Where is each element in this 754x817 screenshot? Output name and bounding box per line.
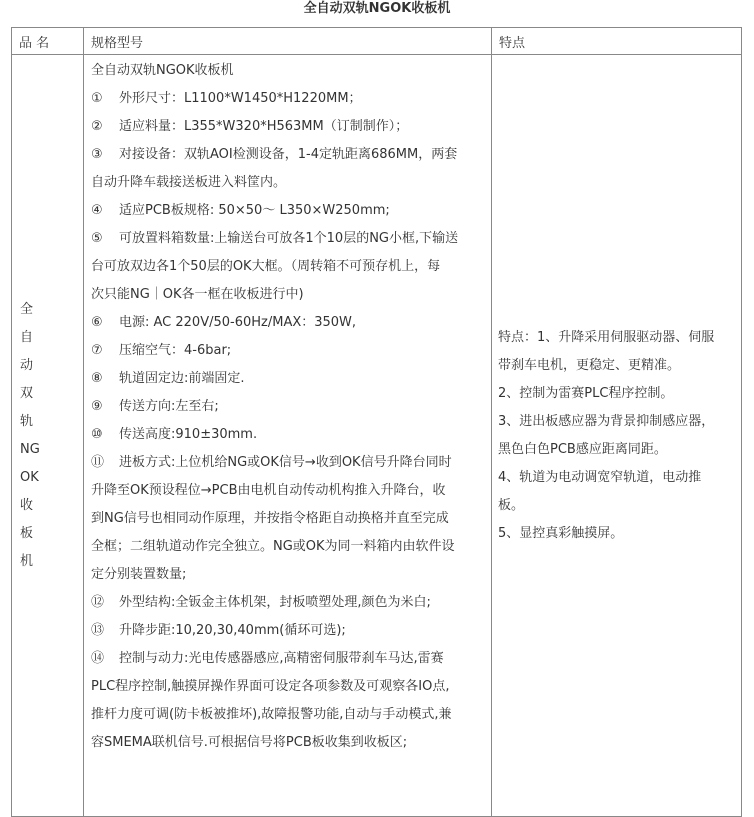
product-name-char: NG [20, 441, 40, 457]
product-name-cell [12, 55, 84, 817]
spec-line-text: 压缩空气：4-6bar; [119, 343, 232, 358]
spec-number: ⑥ [91, 315, 103, 330]
product-name-char: 收 [20, 497, 34, 513]
spec-number: ⑫ [91, 595, 105, 610]
product-name-char: 板 [20, 525, 34, 541]
spec-number: ① [91, 91, 103, 106]
spec-line [91, 169, 487, 197]
feature-line: 4、轨道为电动调宽窄轨道，电动推 [498, 469, 702, 485]
product-name-char: 机 [20, 553, 34, 569]
spec-line [91, 337, 487, 365]
spec-line [91, 57, 487, 85]
spec-line [91, 645, 487, 673]
spec-line-text: 可放置料箱数量:上输送台可放各1个10层的NG小框,下输送 [119, 231, 459, 246]
spec-number: ⑪ [91, 455, 105, 470]
spec-number: ③ [91, 147, 103, 162]
spec-line-text: 全框；二组轨道动作完全独立。NG或OK为同一料箱内由软件设 [91, 539, 455, 554]
spec-line [91, 309, 487, 337]
spec-line-text: 进板方式:上位机给NG或OK信号→收到OK信号升降台同时 [119, 455, 452, 470]
product-name-char: 轨 [20, 413, 34, 429]
spec-line-text: PLC程序控制,触摸屏操作界面可设定各项参数及可观察各IO点, [91, 679, 450, 694]
spec-line [91, 253, 487, 281]
spec-line [91, 617, 487, 645]
product-name-char: 自 [20, 329, 34, 345]
header-product-name: 品 名 [12, 28, 84, 55]
spec-line-text: 升降步距:10,20,30,40mm(循环可选); [119, 623, 346, 638]
spec-line [91, 393, 487, 421]
spec-line-text: 对接设备：双轨AOI检测设备，1-4定轨距离686MM，两套 [119, 147, 458, 162]
feature-line: 黑色白色PCB感应距离同距。 [498, 441, 667, 457]
header-features: 特点 [492, 28, 742, 55]
spec-number: ⑬ [91, 623, 105, 638]
spec-number: ⑩ [91, 427, 103, 442]
spec-line [91, 225, 487, 253]
spec-line-text: 次只能NG｜OK各一框在收板进行中) [91, 287, 304, 302]
spec-line-text: 定分别装置数量; [91, 567, 187, 582]
product-name-char: 动 [20, 357, 34, 373]
spec-line [91, 477, 487, 505]
feature-line: 5、显控真彩触摸屏。 [498, 525, 624, 541]
spec-line [91, 449, 487, 477]
feature-line: 3、进出板感应器为背景抑制感应器， [498, 413, 715, 429]
spec-line-text: 自动升降车载接送板进入料筐内。 [91, 175, 287, 190]
spec-line-text: 台可放双边各1个50层的OK大框。（周转箱不可预存机上，每 [91, 259, 441, 274]
spec-number: ⑭ [91, 651, 105, 666]
spec-line-text: 适应PCB板规格: 50×50～ L350×W250mm; [119, 203, 390, 218]
spec-line [91, 421, 487, 449]
spec-line [91, 113, 487, 141]
header-spec-model: 规格型号 [84, 28, 492, 55]
features-cell [492, 55, 742, 817]
spec-number: ⑨ [91, 399, 103, 414]
spec-line [91, 197, 487, 225]
spec-line [91, 365, 487, 393]
spec-number: ④ [91, 203, 103, 218]
spec-number: ② [91, 119, 103, 134]
spec-number: ⑦ [91, 343, 103, 358]
spec-line-text: 轨道固定边:前端固定. [119, 371, 245, 386]
feature-line: 2、控制为雷赛PLC程序控制。 [498, 385, 674, 401]
spec-line-text: 电源: AC 220V/50-60Hz/MAX：350W, [119, 315, 357, 330]
spec-line [91, 281, 487, 309]
spec-line-text: 全自动双轨NGOK收板机 [91, 63, 234, 78]
feature-line: 带刹车电机，更稳定、更精准。 [498, 357, 681, 373]
spec-line [91, 561, 487, 589]
spec-line-text: 外形尺寸：L1100*W1450*H1220MM； [119, 91, 362, 106]
spec-line [91, 141, 487, 169]
spec-number: ⑧ [91, 371, 103, 386]
spec-line [91, 533, 487, 561]
spec-line [91, 505, 487, 533]
feature-line: 板。 [498, 497, 525, 513]
spec-line-text: 容SMEMA联机信号.可根据信号将PCB板收集到收板区; [91, 735, 408, 750]
spec-line-text: 控制与动力:光电传感器感应,高精密伺服带刹车马达,雷赛 [119, 651, 444, 666]
spec-line-text: 传送方向:左至右; [119, 399, 219, 414]
spec-line [91, 85, 487, 113]
spec-line-text: 推杆力度可调(防卡板被推坏),故障报警功能,自动与手动模式,兼 [91, 707, 452, 722]
spec-line [91, 729, 487, 757]
spec-number: ⑤ [91, 231, 103, 246]
spec-line [91, 589, 487, 617]
product-name-char: 双 [20, 385, 34, 401]
feature-line: 特点：1、升降采用伺服驱动器、伺服 [498, 329, 715, 345]
spec-line-text: 到NG信号也相同动作原理，并按指令格距自动换格并直至完成 [91, 511, 449, 526]
spec-line-text: 适应料量：L355*W320*H563MM（订制制作）； [119, 119, 409, 134]
spec-line [91, 673, 487, 701]
product-name-char: 全 [20, 301, 34, 317]
table-header-row [12, 28, 742, 55]
spec-cell [84, 55, 492, 817]
spec-line-text: 传送高度:910±30mm. [119, 427, 258, 442]
document-title: 全自动双轨NGOK收板机 [303, 1, 451, 16]
spec-line-text: 外型结构:全钣金主体机架，封板喷塑处理,颜色为米白; [119, 595, 431, 610]
table-row [12, 55, 742, 817]
spec-line [91, 701, 487, 729]
spec-line-text: 升降至OK预设程位→PCB由电机自动传动机构推入升降台，收 [91, 483, 446, 498]
spec-table [11, 27, 742, 817]
product-name-char: OK [20, 469, 39, 485]
